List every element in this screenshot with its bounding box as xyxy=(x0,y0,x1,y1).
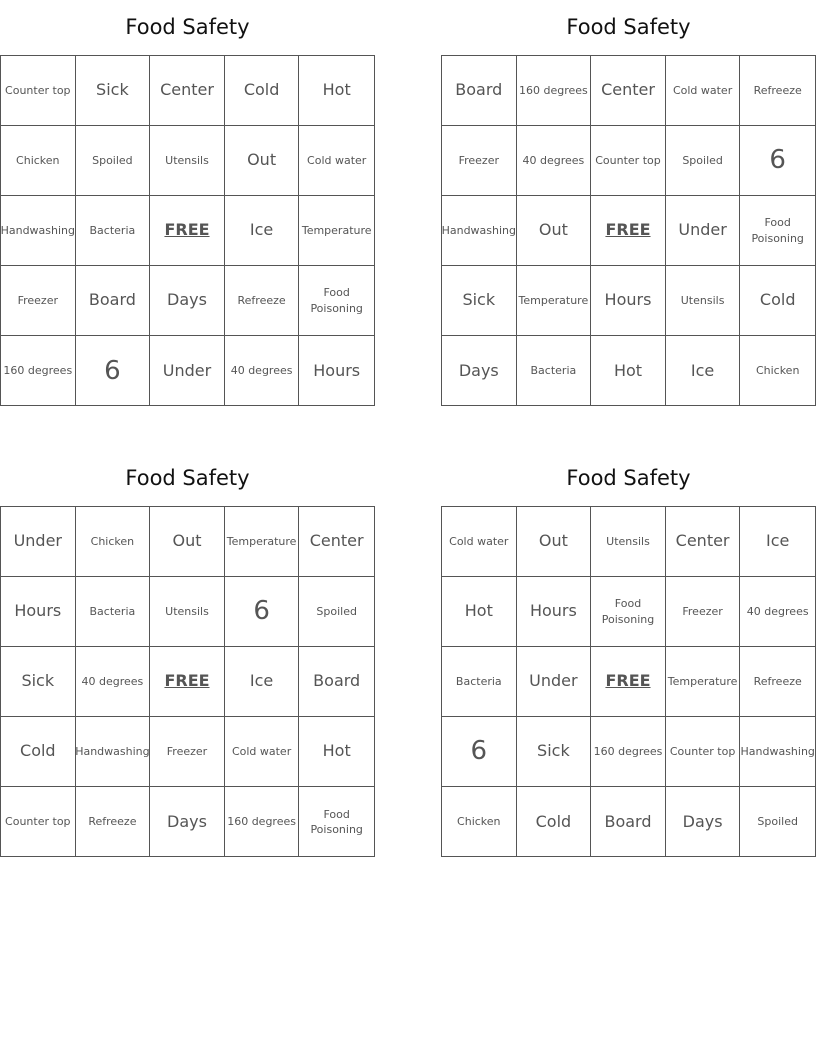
bingo-cell: Hot xyxy=(299,56,374,126)
bingo-card-2 xyxy=(441,0,816,406)
bingo-cell: Handwashing xyxy=(442,196,517,266)
bingo-cell: 160 degrees xyxy=(1,336,76,406)
bingo-cell: 160 degrees xyxy=(517,56,592,126)
bingo-cell: Board xyxy=(591,787,666,857)
bingo-cell: Under xyxy=(150,336,225,406)
bingo-cell: Temperature xyxy=(225,507,300,577)
bingo-cell: Utensils xyxy=(591,507,666,577)
bingo-cell: Refreeze xyxy=(740,647,815,717)
bingo-cell: Cold xyxy=(517,787,592,857)
bingo-cell: Cold xyxy=(1,717,76,787)
bingo-cell: Chicken xyxy=(442,787,517,857)
bingo-cell: Counter top xyxy=(591,126,666,196)
bingo-cell: Freezer xyxy=(150,717,225,787)
free-space-cell: FREE xyxy=(591,196,666,266)
bingo-cell: 160 degrees xyxy=(225,787,300,857)
card-title: Food Safety xyxy=(566,15,691,39)
bingo-cell: Chicken xyxy=(755,364,800,378)
bingo-cell: Center xyxy=(666,507,741,577)
bingo-cell: Counter top xyxy=(1,56,76,126)
card-title: Food Safety xyxy=(125,466,250,490)
bingo-cell: Food Poisoning xyxy=(310,807,363,836)
bingo-cell: Sick xyxy=(517,717,592,787)
bingo-cell: Cold water xyxy=(225,717,300,787)
bingo-cell: Food Poisoning xyxy=(591,577,666,647)
bingo-cell: Hot xyxy=(591,336,666,406)
bingo-cell: Temperature xyxy=(299,196,374,266)
bingo-cell: Cold water xyxy=(666,56,741,126)
bingo-grid xyxy=(0,506,375,857)
bingo-cell: Center xyxy=(591,56,666,126)
bingo-cell: Sick xyxy=(76,56,151,126)
bingo-grid xyxy=(0,55,375,406)
bingo-cell: Bacteria xyxy=(442,647,517,717)
card-title: Food Safety xyxy=(566,466,691,490)
bingo-cell: Handwashing xyxy=(76,717,151,787)
bingo-cell: Hours xyxy=(517,577,592,647)
bingo-cell: Out xyxy=(517,196,592,266)
bingo-cell: Under xyxy=(1,507,76,577)
bingo-cell: 160 degrees xyxy=(591,717,666,787)
bingo-cell: Bacteria xyxy=(76,577,151,647)
bingo-cell: Sick xyxy=(442,266,517,336)
bingo-cell: Ice xyxy=(225,196,300,266)
bingo-cell: 6 xyxy=(740,126,815,196)
bingo-cell: Spoiled xyxy=(666,126,741,196)
bingo-cell: Refreeze xyxy=(76,787,151,857)
bingo-cell: Cold xyxy=(740,266,815,336)
bingo-cell: Cold water xyxy=(299,126,374,196)
free-space-cell: FREE xyxy=(150,647,225,717)
bingo-cell: Hot xyxy=(299,717,374,787)
bingo-cell: Hot xyxy=(442,577,517,647)
bingo-cell: Board xyxy=(76,266,151,336)
bingo-cell: Bacteria xyxy=(517,336,592,406)
free-space-cell: FREE xyxy=(591,647,666,717)
bingo-cell: Out xyxy=(150,507,225,577)
bingo-cell: Utensils xyxy=(666,266,741,336)
bingo-card-1 xyxy=(0,0,375,406)
bingo-cell: Out xyxy=(517,507,592,577)
bingo-grid xyxy=(441,506,816,857)
bingo-cell: Chicken xyxy=(76,507,151,577)
bingo-cell: Center xyxy=(299,507,374,577)
bingo-grid xyxy=(441,55,816,406)
bingo-cell: Food Poisoning xyxy=(299,266,374,336)
free-space-cell: FREE xyxy=(150,196,225,266)
bingo-card-3 xyxy=(0,451,375,857)
bingo-cell: Freezer xyxy=(1,266,76,336)
bingo-cell: Out xyxy=(225,126,300,196)
card-title: Food Safety xyxy=(125,15,250,39)
bingo-cell: Board xyxy=(299,647,374,717)
bingo-cell: Sick xyxy=(1,647,76,717)
bingo-cell: Ice xyxy=(225,647,300,717)
bingo-cell: Days xyxy=(150,266,225,336)
bingo-cell: Temperature xyxy=(517,266,592,336)
bingo-cell: Center xyxy=(150,56,225,126)
bingo-cell: Utensils xyxy=(150,577,225,647)
bingo-cell: Cold water xyxy=(442,507,517,577)
bingo-cell: Hours xyxy=(1,577,76,647)
bingo-cell: Spoiled xyxy=(76,126,151,196)
bingo-cell: Freezer xyxy=(442,126,517,196)
bingo-cell: Spoiled xyxy=(757,815,798,829)
bingo-cell: Spoiled xyxy=(299,577,374,647)
bingo-cell: 40 degrees xyxy=(225,336,300,406)
bingo-cell: Days xyxy=(442,336,517,406)
bingo-cell: Counter top xyxy=(1,787,76,857)
bingo-cell: Food Poisoning xyxy=(740,196,815,266)
bingo-cell: 6 xyxy=(442,717,517,787)
bingo-cell: 40 degrees xyxy=(517,126,592,196)
bingo-cell: Board xyxy=(442,56,517,126)
bingo-cell: Days xyxy=(666,787,741,857)
bingo-cell: Temperature xyxy=(666,647,741,717)
bingo-cell: Counter top xyxy=(666,717,741,787)
bingo-cell: Handwashing xyxy=(1,196,76,266)
bingo-cell: Hours xyxy=(313,360,361,380)
bingo-cell: Under xyxy=(666,196,741,266)
bingo-cell: Hours xyxy=(591,266,666,336)
bingo-card-4 xyxy=(441,451,816,857)
bingo-cell: Ice xyxy=(740,507,815,577)
bingo-cell: Under xyxy=(517,647,592,717)
bingo-cell: Utensils xyxy=(150,126,225,196)
bingo-cell: 6 xyxy=(76,336,151,406)
bingo-cell: Refreeze xyxy=(740,56,815,126)
bingo-cell: Cold xyxy=(225,56,300,126)
bingo-cell: Chicken xyxy=(1,126,76,196)
bingo-cell: Refreeze xyxy=(225,266,300,336)
bingo-cell: Ice xyxy=(666,336,741,406)
bingo-cell: 40 degrees xyxy=(76,647,151,717)
bingo-cell: Days xyxy=(150,787,225,857)
bingo-cell: 6 xyxy=(225,577,300,647)
bingo-cell: Handwashing xyxy=(740,717,815,787)
bingo-cell: Freezer xyxy=(666,577,741,647)
bingo-cell: Bacteria xyxy=(76,196,151,266)
bingo-cell: 40 degrees xyxy=(740,577,815,647)
